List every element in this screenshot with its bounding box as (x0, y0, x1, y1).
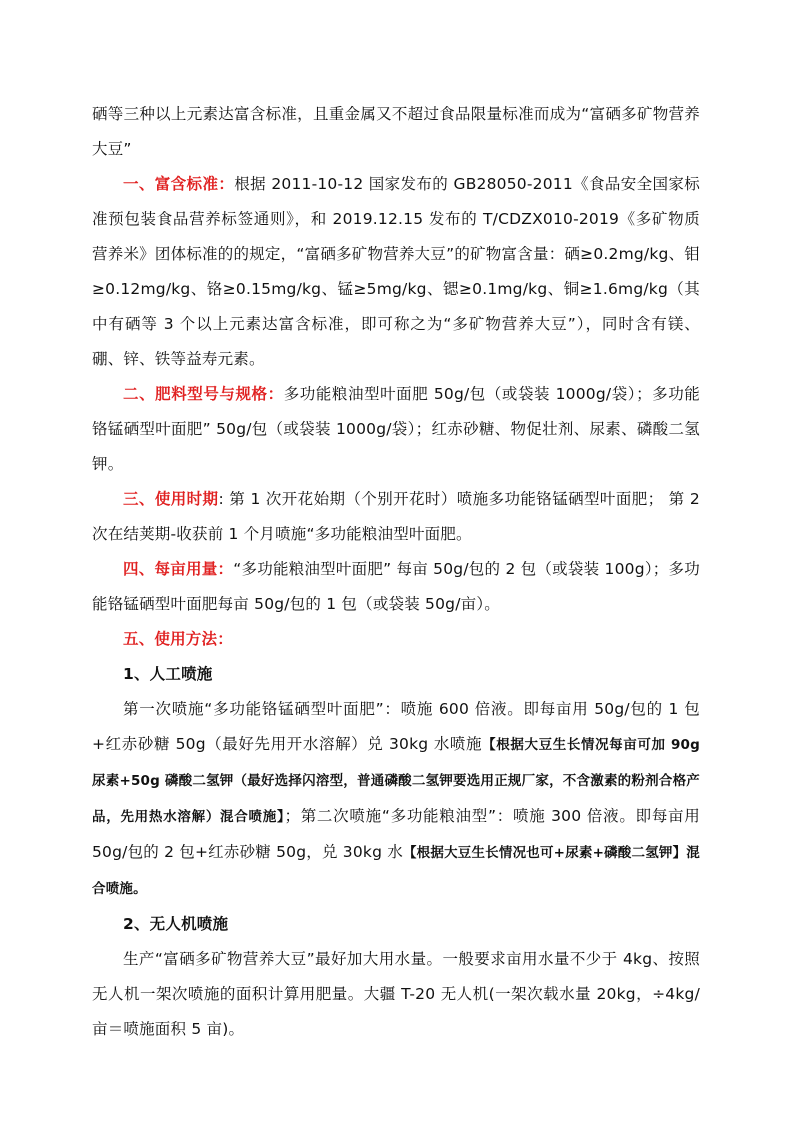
intro-text: 硒等三种以上元素达富含标准，且重金属又不超过食品限量标准而成为“富硒多矿物营养大豆” (92, 105, 700, 158)
manual-spraying-paragraph (92, 692, 700, 907)
section-usage-period (92, 482, 700, 552)
section-body: 多功能粮油型叶面肥 50g/包（或袋装 1000g/袋）；多功能铬锰硒型叶面肥” 50g/包（或袋装 1000g/袋）；红赤砂糖、物促壮剂、尿素、磷酸二氢钾。 (92, 385, 700, 473)
section-dosage (92, 552, 700, 622)
section-fertilizer-spec (92, 377, 700, 482)
manual-text-2: ；第二次喷施“多功能粮油型”：喷施 300 倍液。即每亩用 50g/包的 2 包+红赤砂糖 50g，兑 30kg 水 (92, 807, 700, 861)
section-rich-standard (92, 167, 700, 377)
drone-text: 生产“富硒多矿物营养大豆”最好加大用水量。一般要求亩用水量不少于 4kg、按照无人机一架次喷施的面积计算用肥量。大疆 T-20 无人机(一架次载水量 20kg，÷4kg/亩＝喷施面积 5 亩)。 (92, 950, 700, 1038)
section-heading: 三、使用时期 (123, 490, 219, 508)
section-heading: 四、每亩用量： (123, 560, 234, 578)
manual-note-2: 【根据大豆生长情况也可+尿素+磷酸二氢钾】混合喷施。 (92, 845, 701, 897)
intro-paragraph (92, 97, 700, 167)
section-body: : 第 1 次开花始期（个别开花时）喷施多功能铬锰硒型叶面肥； 第 2 次在结荚期-收获前 1 个月喷施“多功能粮油型叶面肥。 (92, 490, 700, 543)
section-heading: 一、富含标准： (123, 175, 235, 193)
drone-spraying-paragraph (92, 942, 700, 1047)
section-body: 根据 2011-10-12 国家发布的 GB28050-2011《食品安全国家标准预包装食品营养标签通则》，和 2019.12.15 发布的 T/CDZX010-2019《多矿物质营养米》团体标准的的规定，“富硒多矿物营养大豆”的矿物富含量：硒≥0.2mg/kg、钼≥0.12mg/kg、铬≥0.15mg/kg、锰≥5mg/kg、锶≥0.1mg/kg、铜≥1.6mg/kg（其中有硒等 3 个以上元素达富含标准，即可称之为“多矿物营养大豆”），同时含有镁、硼、锌、铁等益寿元素。 (92, 175, 700, 368)
subsection-title-manual: 1、人工喷施 (123, 665, 213, 683)
section-heading: 五、使用方法： (123, 630, 233, 648)
subsection-title-drone: 2、无人机喷施 (123, 915, 229, 933)
section-heading: 二、肥料型号与规格： (123, 385, 284, 403)
section-usage-method (92, 622, 700, 657)
section-body: “多功能粮油型叶面肥” 每亩 50g/包的 2 包（或袋装 100g）；多功能铬锰硒型叶面肥每亩 50g/包的 1 包（或袋装 50g/亩）。 (92, 560, 700, 613)
manual-note-1: 【根据大豆生长情况每亩可加 90g 尿素+50g 磷酸二氢钾（最好选择闪溶型，普通磷酸二氢钾要选用正规厂家，不含激素的粉剂合格产品，先用热水溶解）混合喷施】 (92, 737, 700, 825)
manual-text-1: 第一次喷施“多功能铬锰硒型叶面肥”：喷施 600 倍液。即每亩用 50g/包的 1 包+红赤砂糖 50g（最好先用开水溶解）兑 30kg 水喷施 (92, 700, 700, 753)
